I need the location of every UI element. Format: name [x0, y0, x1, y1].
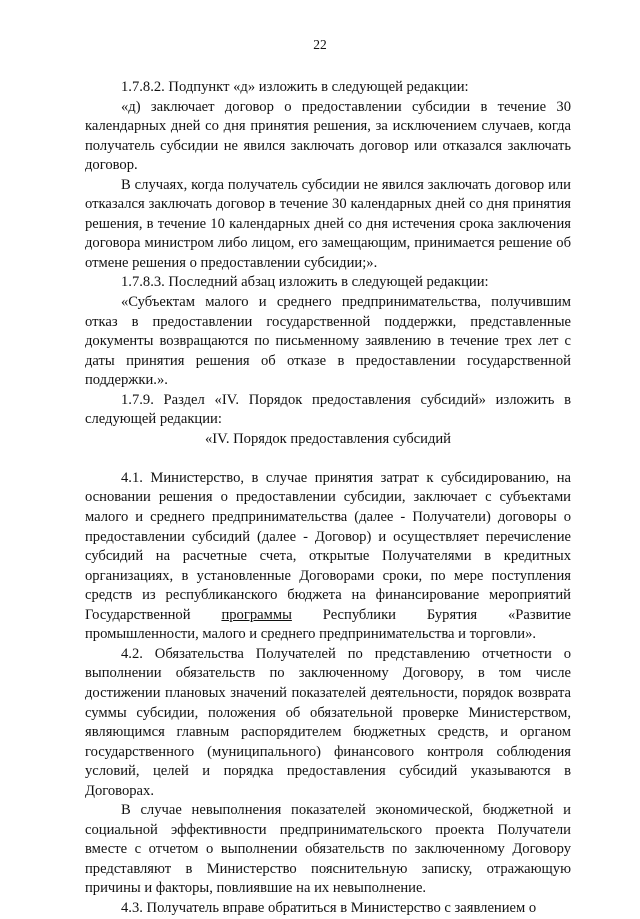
paragraph-4-3: 4.3. Получатель вправе обратиться в Министерство с заявлением о — [121, 899, 537, 916]
paragraph-4-1 — [85, 469, 571, 645]
paragraph-1-7-8-3: 1.7.8.3. Последний абзац изложить в следующей редакции: — [121, 274, 489, 291]
paragraph-4-1-text-end: Республики Бурятия «Развитие промышленности, малого и среднего предпринимательства и торговли». — [85, 606, 571, 643]
program-link[interactable]: программы — [221, 606, 292, 623]
paragraph-subpoint-d: «д) заключает договор о предоставлении субсидии в течение 30 календарных дней со дня принятия решения, за исключением случаев, когда получатель субсидии не явился заключать договор или отказался заключать договор. — [85, 98, 571, 174]
paragraph-4-1-text-start: 4.1. Министерство, в случае принятия затрат к субсидированию, на основании решения о предоставлении субсидии, заключает с субъектами малого и среднего предпринимательства (далее - Получатели) договоры о предоставлении субсидий (далее - Договор) и осуществляет перечисление субсидий на расчетные счета, открытые Получателями в кредитных организациях, в установленные Договорами сроки, по мере поступления средств из республиканского бюджета на финансирование мероприятий Государственной — [85, 469, 571, 623]
document-body — [85, 78, 571, 919]
section-heading: «IV. Порядок предоставления субсидий — [205, 430, 451, 447]
paragraph-refusal-cases: В случаях, когда получатель субсидии не явился заключать договор или отказался заключать договор в течение 30 календарных дней со дня принятия решения, в течение 10 календарных дней со дня истечения срока заключения договора министром либо лицом, его замещающим, принимается решение об отмене решения о предоставлении субсидии;». — [85, 176, 571, 271]
paragraph-non-fulfillment: В случае невыполнения показателей экономической, бюджетной и социальной эффективности предпринимательского проекта Получатели вместе с отчетом о выполнении обязательств по заключенному Договору представляют в Министерство пояснительную записку, отражающую причины и факторы, повлиявшие на их невыполнение. — [85, 802, 571, 897]
paragraph-4-2: 4.2. Обязательства Получателей по представлению отчетности о выполнении обязательств по заключенному Договору, в том числе достижении плановых значений показателей деятельности, порядок возврата суммы субсидии, положения об обязательной проверке Министерством, являющимся главным распорядителем бюджетных средств, и органом государственного (муниципального) финансового контроля соблюдения условий, целей и порядка предоставления субсидий указываются в Договорах. — [85, 645, 571, 799]
paragraph-1-7-8-2: 1.7.8.2. Подпункт «д» изложить в следующей редакции: — [121, 79, 469, 95]
page-number: 22 — [313, 37, 327, 52]
paragraph-1-7-9: 1.7.9. Раздел «IV. Порядок предоставления субсидий» изложить в следующей редакции: — [85, 391, 571, 428]
paragraph-documents-return: «Субъектам малого и среднего предпринимательства, получившим отказ в предоставлении государственной поддержки, представленные документы возвращаются по письменному заявлению в течение трех лет с даты принятия решения об отказе в предоставлении государственной поддержки.». — [85, 294, 571, 389]
